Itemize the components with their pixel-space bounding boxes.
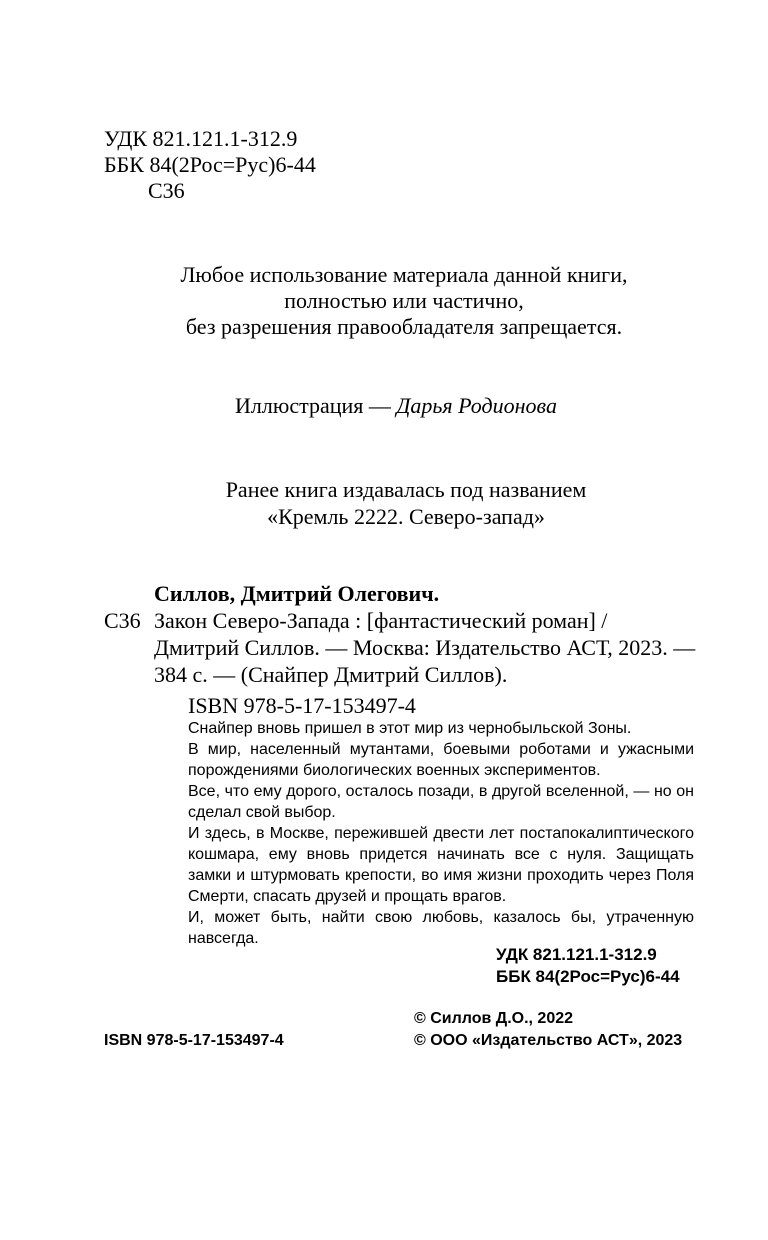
footer-bbk: ББК 84(2Рос=Рус)6-44 <box>496 967 680 986</box>
previous-title <box>22 476 768 530</box>
illustration-label: Иллюстрация — <box>235 393 391 418</box>
annotation-paragraph: Все, что ему дорого, осталось позади, в другой вселенной, — но он сделал свой выбор. <box>188 783 694 821</box>
copyright-lines <box>414 1008 682 1052</box>
record-description: Закон Северо-Запада : [фантастический роман] / Дмитрий Силлов. — Москва: Издательство АСТ, 2023. — 384 с. — (Снайпер Дмитрий Силлов). <box>154 608 696 687</box>
record-code: С36 <box>104 608 141 633</box>
illustration-credit <box>12 392 768 420</box>
footer-isbn: ISBN 978-5-17-153497-4 <box>104 1032 284 1049</box>
notice-line: без разрешения правообладателя запрещается. <box>185 314 623 339</box>
annotation <box>188 718 694 949</box>
annotation-paragraph: Снайпер вновь пришел в этот мир из чернобыльской Зоны. <box>188 720 632 737</box>
previous-title-line: Ранее книга издавалась под названием <box>225 477 587 502</box>
udk-code: УДК 821.121.1-312.9 <box>104 126 298 151</box>
notice-line: Любое использование материала данной книги, <box>180 262 628 287</box>
annotation-paragraph: И здесь, в Москве, пережившей двести лет постапокалиптического кошмара, ему вновь придется начинать все с нуля. Защищать замки и штурмовать крепости, во имя жизни проходить через Поля Смерти, спасать друзей и прощать врагов. <box>188 825 694 905</box>
illustration-artist: Дарья Родионова <box>396 393 557 418</box>
classification-codes <box>104 126 316 204</box>
annotation-paragraph: И, может быть, найти свою любовь, казалось бы, утраченную навсегда. <box>188 909 694 947</box>
record-author: Силлов, Дмитрий Олегович. <box>154 581 440 606</box>
copyright-author: © Силлов Д.О., 2022 <box>414 1010 574 1027</box>
copyright-notice <box>20 262 768 340</box>
record-isbn: ISBN 978-5-17-153497-4 <box>188 693 416 718</box>
footer-udk: УДК 821.121.1-312.9 <box>496 945 657 964</box>
author-mark: С36 <box>148 178 185 203</box>
previous-title-line: «Кремль 2222. Северо-запад» <box>267 504 545 529</box>
copyright-publisher: © ООО «Издательство АСТ», 2023 <box>414 1032 683 1049</box>
bibliographic-record <box>104 580 696 719</box>
bbk-code: ББК 84(2Рос=Рус)6-44 <box>104 152 316 177</box>
record-row <box>104 607 696 688</box>
footer-codes <box>496 944 680 988</box>
notice-line: полностью или частично, <box>284 288 524 313</box>
annotation-paragraph: В мир, населенный мутантами, боевыми роботами и ужасными порождениями биологических военных экспериментов. <box>188 741 694 779</box>
